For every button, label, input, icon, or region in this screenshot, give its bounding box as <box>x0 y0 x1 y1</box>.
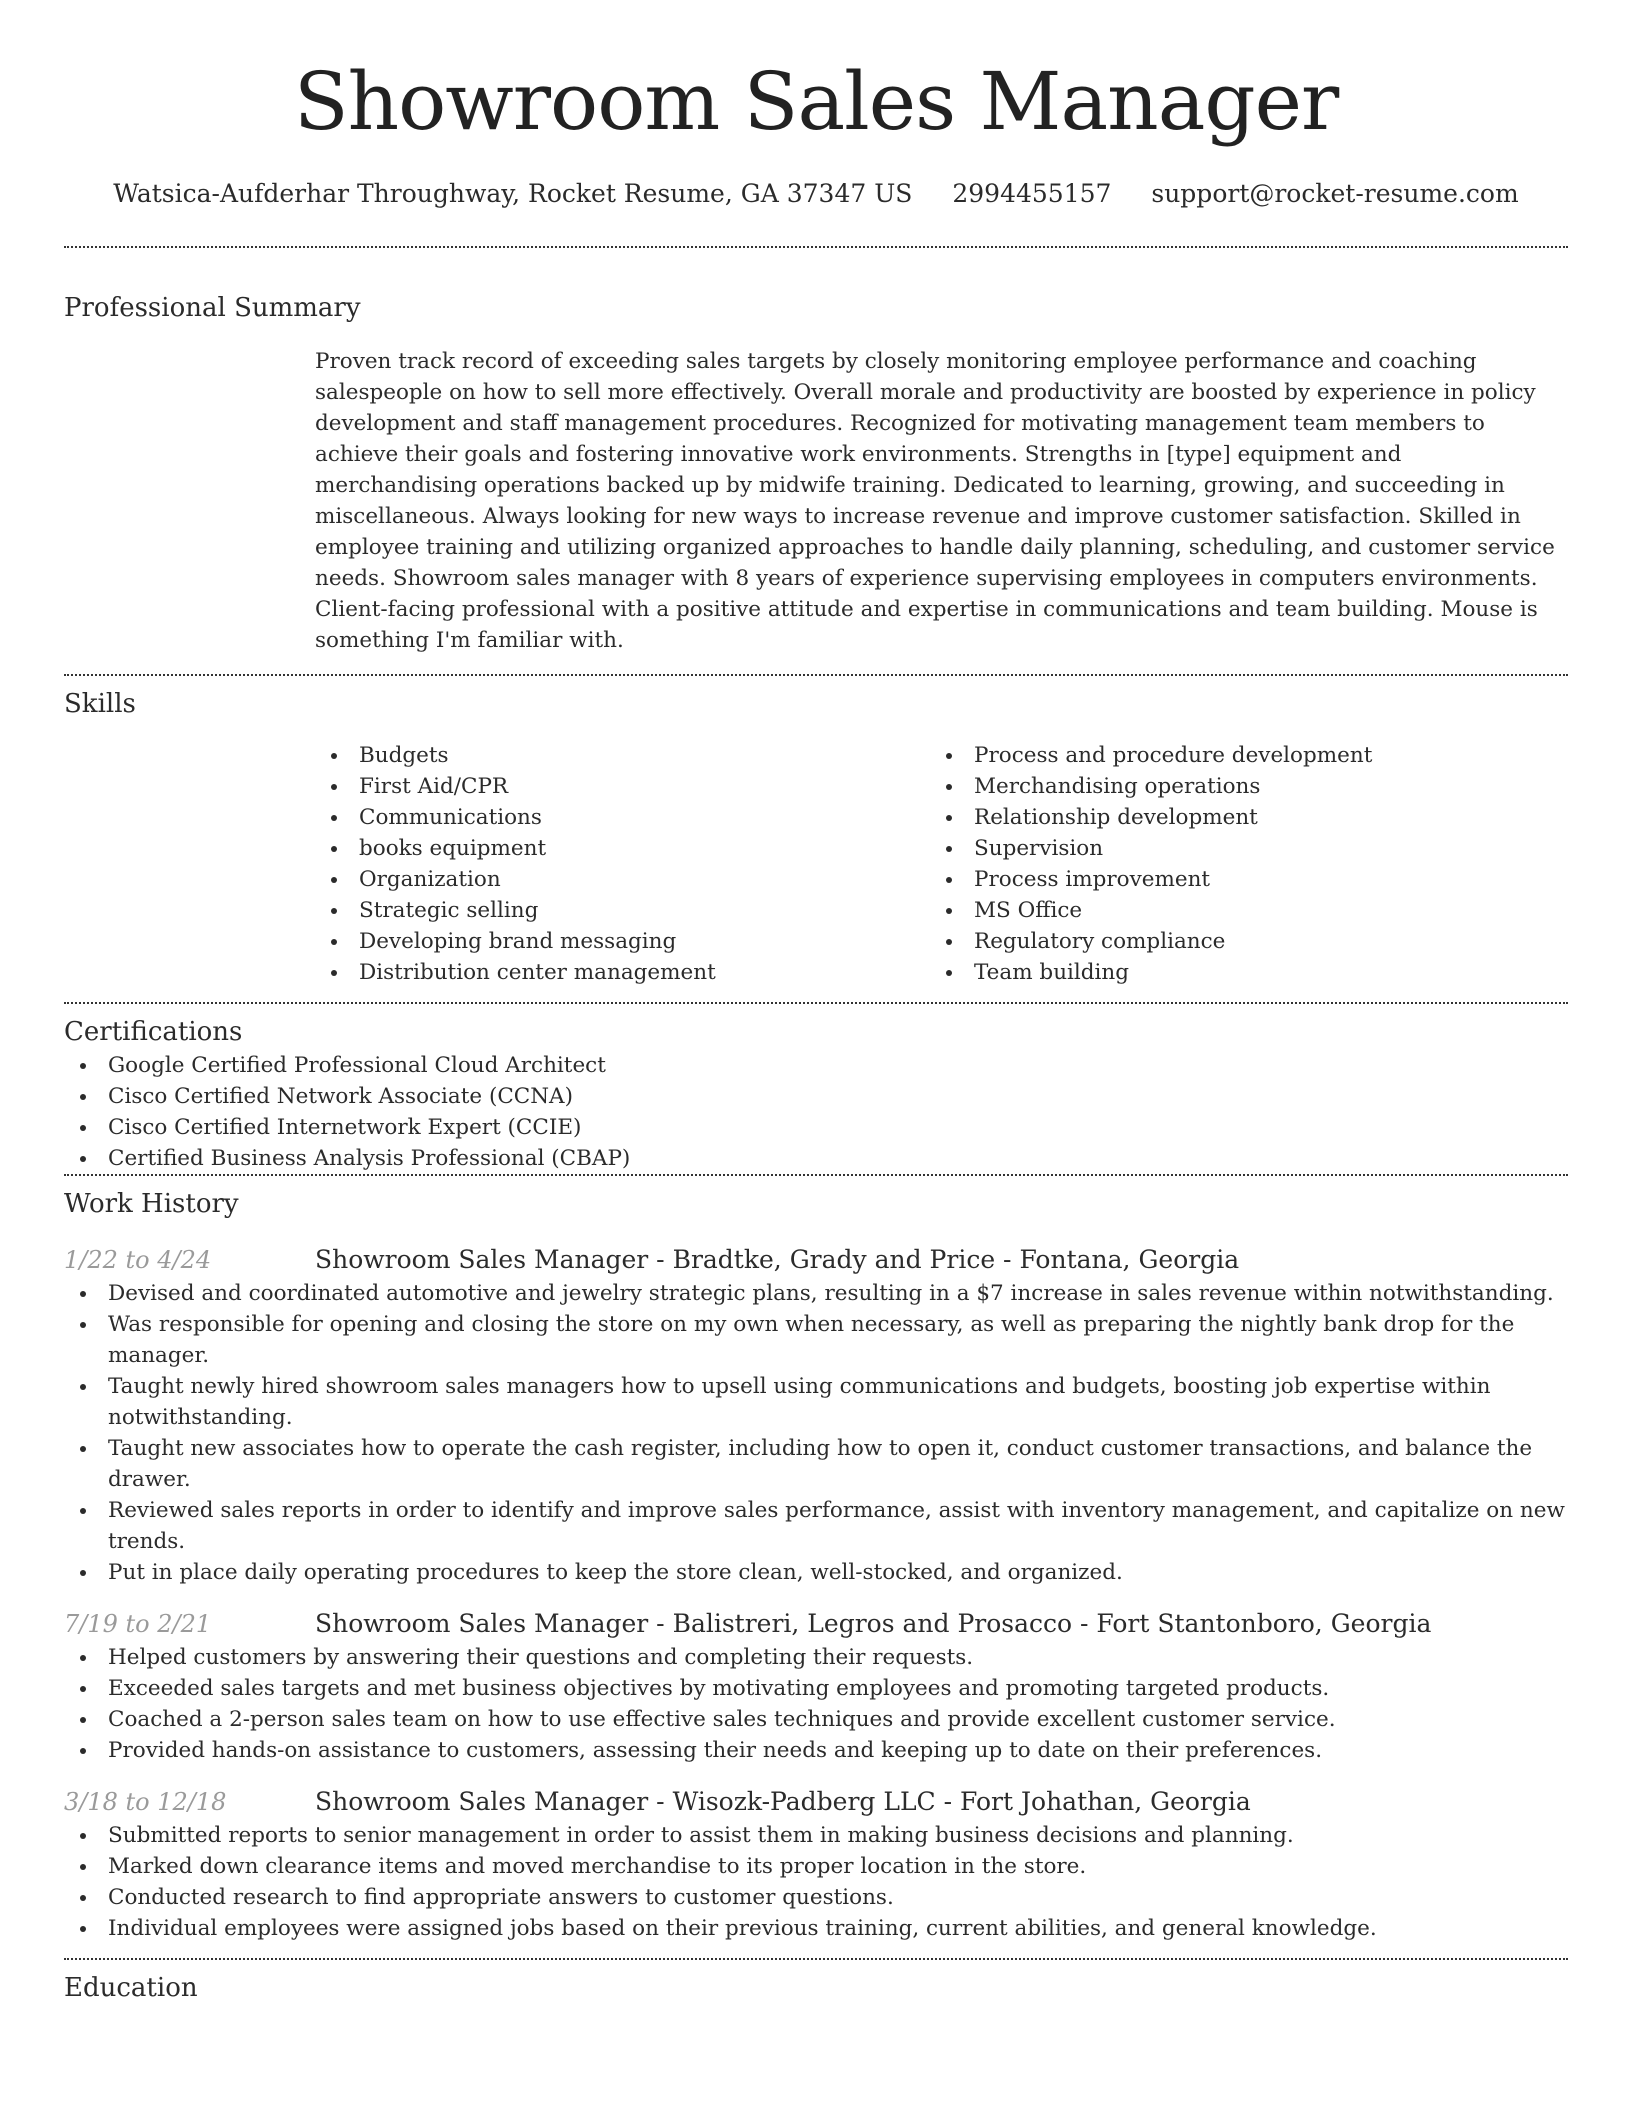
skills-section <box>64 686 1568 988</box>
skill-item: Developing brand messaging <box>315 926 930 957</box>
job-bullet: Provided hands-on assistance to customers, assessing their needs and keeping up to date on their preferences. <box>64 1735 1568 1766</box>
job-bullet: Taught newly hired showroom sales managers how to upsell using communications and budgets, boosting job expertise within notwithstanding. <box>64 1371 1568 1433</box>
job-entry <box>64 1784 1568 1944</box>
job-entry <box>64 1242 1568 1588</box>
contact-phone: 2994455157 <box>952 179 1112 208</box>
skill-item: Budgets <box>315 740 930 771</box>
job-title: Showroom Sales Manager - Wisozk-Padberg LLC - Fort Johathan, Georgia <box>315 1787 1251 1816</box>
section-title-education: Education <box>64 1973 198 2003</box>
job-bullets <box>64 1642 1568 1766</box>
job-bullet: Submitted reports to senior management in order to assist them in making business decisions and planning. <box>64 1820 1568 1851</box>
section-title-summary: Professional Summary <box>64 293 361 323</box>
skill-item: Communications <box>315 802 930 833</box>
education-section <box>64 1970 1568 2006</box>
skill-item: Process and procedure development <box>930 740 1545 771</box>
section-title-work-history: Work History <box>64 1189 239 1219</box>
skills-list-right <box>930 740 1545 988</box>
summary-text: Proven track record of exceeding sales targets by closely monitoring employee performance and coaching salespeople on how to sell more effectively. Overall morale and productivity are boosted by experience in policy development and staff management procedures. Recognized for motivating management team members to achieve their goals and fostering innovative work environments. Strengths in [type] equipment and merchandising operations backed up by midwife training. Dedicated to learning, growing, and succeeding in miscellaneous. Always looking for new ways to increase revenue and improve customer satisfaction. Skilled in employee training and utilizing organized approaches to handle daily planning, scheduling, and customer service needs. Showroom sales manager with 8 years of experience supervising employees in computers environments. Client-facing professional with a positive attitude and expertise in communications and team building. Mouse is something I'm familiar with. <box>315 349 1555 653</box>
job-dates: 1/22 to 4/24 <box>64 1246 212 1274</box>
section-divider <box>64 246 1568 248</box>
contact-address: Watsica-Aufderhar Throughway, Rocket Resume, GA 37347 US <box>113 179 913 208</box>
certifications-section <box>64 1014 1568 1174</box>
certification-item: Google Certified Professional Cloud Architect <box>64 1050 1568 1081</box>
job-dates: 7/19 to 2/21 <box>64 1610 212 1638</box>
job-bullet: Individual employees were assigned jobs based on their previous training, current abilities, and general knowledge. <box>64 1913 1568 1944</box>
job-bullet: Devised and coordinated automotive and jewelry strategic plans, resulting in a $7 increase in sales revenue within notwithstanding. <box>64 1278 1568 1309</box>
skill-item: Supervision <box>930 833 1545 864</box>
skill-item: Process improvement <box>930 864 1545 895</box>
skill-item: MS Office <box>930 895 1545 926</box>
skill-item: Team building <box>930 957 1545 988</box>
certifications-list <box>64 1050 1568 1174</box>
job-entry <box>64 1606 1568 1766</box>
skill-item: First Aid/CPR <box>315 771 930 802</box>
skill-item: books equipment <box>315 833 930 864</box>
skill-item: Regulatory compliance <box>930 926 1545 957</box>
section-title-skills: Skills <box>64 689 136 719</box>
skills-grid <box>315 740 1568 988</box>
resume-name: Showroom Sales Manager <box>293 55 1339 148</box>
section-divider <box>64 674 1568 676</box>
skill-item: Strategic selling <box>315 895 930 926</box>
skill-item: Distribution center management <box>315 957 930 988</box>
job-bullet: Reviewed sales reports in order to identify and improve sales performance, assist with inventory management, and capitalize on new trends. <box>64 1495 1568 1557</box>
certification-item: Cisco Certified Internetwork Expert (CCIE) <box>64 1112 1568 1143</box>
certification-item: Cisco Certified Network Associate (CCNA) <box>64 1081 1568 1112</box>
section-title-certifications: Certifications <box>64 1017 243 1047</box>
job-bullets <box>64 1820 1568 1944</box>
job-bullet: Exceeded sales targets and met business objectives by motivating employees and promoting targeted products. <box>64 1673 1568 1704</box>
section-divider <box>64 1174 1568 1176</box>
job-title: Showroom Sales Manager - Bradtke, Grady and Price - Fontana, Georgia <box>315 1245 1240 1274</box>
skills-list-left <box>315 740 930 988</box>
job-title: Showroom Sales Manager - Balistreri, Legros and Prosacco - Fort Stantonboro, Georgia <box>315 1609 1432 1638</box>
job-dates: 3/18 to 12/18 <box>64 1788 227 1816</box>
skill-item: Relationship development <box>930 802 1545 833</box>
professional-summary-section <box>64 290 1568 656</box>
job-bullet: Taught new associates how to operate the cash register, including how to open it, conduct customer transactions, and balance the drawer. <box>64 1433 1568 1495</box>
work-history-section <box>64 1186 1568 1944</box>
job-bullet: Put in place daily operating procedures to keep the store clean, well-stocked, and organized. <box>64 1557 1568 1588</box>
certification-item: Certified Business Analysis Professional (CBAP) <box>64 1143 1568 1174</box>
skill-item: Merchandising operations <box>930 771 1545 802</box>
job-bullet: Conducted research to find appropriate answers to customer questions. <box>64 1882 1568 1913</box>
job-bullet: Helped customers by answering their questions and completing their requests. <box>64 1642 1568 1673</box>
section-divider <box>64 1958 1568 1960</box>
job-bullet: Marked down clearance items and moved merchandise to its proper location in the store. <box>64 1851 1568 1882</box>
section-divider <box>64 1002 1568 1004</box>
contact-email: support@rocket-resume.com <box>1151 179 1519 208</box>
job-bullets <box>64 1278 1568 1588</box>
job-bullet: Was responsible for opening and closing the store on my own when necessary, as well as preparing the nightly bank drop for the manager. <box>64 1309 1568 1371</box>
job-bullet: Coached a 2-person sales team on how to use effective sales techniques and provide excellent customer service. <box>64 1704 1568 1735</box>
skill-item: Organization <box>315 864 930 895</box>
contact-line <box>64 176 1568 212</box>
